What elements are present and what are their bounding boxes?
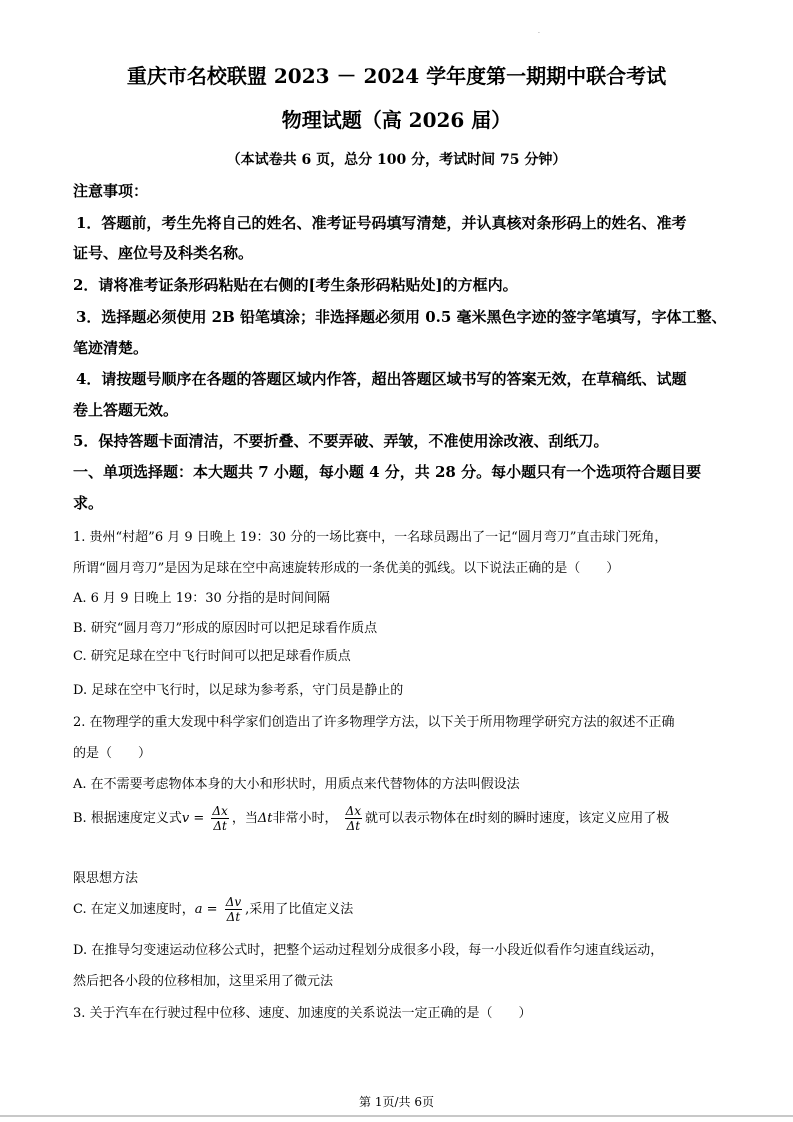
page-bottom-rule [0,1115,793,1117]
velocity-ratio-fraction: $\frac{\Delta x}{\Delta t}$ [345,804,362,833]
section-heading-line-2: 求。 [73,494,104,512]
notice-item-5: 5．保持答题卡面清洁，不要折叠、不要弄破、弄皱，不准使用涂改液、刮纸刀。 [73,432,609,450]
q2-option-c: C. 在定义加速度时，a = $\frac{\Delta v}{\Delta t}$ ,采用了比值定义法 [73,895,354,924]
exam-title: 重庆市名校联盟 2023 － 2024 学年度第一期期中联合考试 [126,64,667,88]
q2-stem-line-1: 2. 在物理学的重大发现中科学家们创造出了许多物理学方法，以下关于所用物理学研究方法的叙述不正确 [73,715,675,730]
scan-dot: . [538,28,540,35]
notice-item-2: 2．请将准考证条形码粘贴在右侧的[考生条形码粘贴处]的方框内。 [73,276,518,294]
notice-item-4-line-2: 卷上答题无效。 [73,401,179,419]
q1-option-b: B. 研究“圆月弯刀”形成的原因时可以把足球看作质点 [73,621,378,636]
paper-subtitle: 物理试题（高 2026 届） [281,108,512,132]
notice-item-3-line-2: 笔迹清楚。 [73,339,149,357]
q2-option-d-line-2: 然后把各小段的位移相加，这里采用了微元法 [73,974,334,989]
notice-item-1-line-1: 1．答题前，考生先将自己的姓名、准考证号码填写清楚，并认真核对条形码上的姓名、准考 [76,214,687,232]
q1-stem-line-1: 1. 贵州“村超”6 月 9 日晚上 19：30 分的一场比赛中，一名球员踢出了一记“圆月弯刀”直击球门死角， [73,530,668,545]
q1-option-d: D. 足球在空中飞行时，以足球为参考系，守门员是静止的 [73,683,404,698]
page-footer: 第 1页/共 6页 [359,1095,434,1109]
velocity-definition-fraction: $\frac{\Delta x}{\Delta t}$ [212,804,228,833]
notice-item-3-line-1: 3．选择题必须使用 2B 铅笔填涂；非选择题必须用 0.5 毫米黑色字迹的签字笔填写，字体工整、 [76,308,727,326]
q1-option-a: A. 6 月 9 日晚上 19：30 分指的是时间间隔 [73,591,330,606]
notice-heading: 注意事项： [73,182,149,200]
q3-stem: 3. 关于汽车在行驶过程中位移、速度、加速度的关系说法一定正确的是（ ） [73,1006,532,1021]
q2-stem-line-2: 的是（ ） [73,746,152,761]
exam-info: （本试卷共 6 页，总分 100 分，考试时间 75 分钟） [226,152,567,168]
q2-option-b-line-2: 限思想方法 [73,871,139,886]
q2-option-d-line-1: D. 在推导匀变速运动位移公式时，把整个运动过程划分成很多小段，每一小段近似看作匀速直线运动， [73,943,664,958]
q1-stem-line-2: 所谓“圆月弯刀”是因为足球在空中高速旋转形成的一条优美的弧线。以下说法正确的是（ ） [73,561,620,576]
acceleration-definition-fraction: $\frac{\Delta v}{\Delta t}$ [225,895,242,924]
notice-item-4-line-1: 4．请按题号顺序在各题的答题区域内作答，超出答题区域书写的答案无效，在草稿纸、试题 [76,370,687,388]
q2-option-a: A. 在不需要考虑物体本身的大小和形状时，用质点来代替物体的方法叫假设法 [73,777,520,792]
q1-option-c: C. 研究足球在空中飞行时间可以把足球看作质点 [73,649,351,664]
q2-option-b-line-1: B. 根据速度定义式v = $\frac{\Delta x}{\Delta t}$ ，当Δt非常小时， $\frac{\Delta x}{\Delta t}$ 就可以表示物体在t时刻的瞬时速度，该定义应用了极 [73,804,670,833]
notice-item-1-line-2: 证号、座位号及科类名称。 [73,244,254,262]
section-heading-line-1: 一、单项选择题：本大题共 7 小题，每小题 4 分，共 28 分。每小题只有一个选项符合题目要 [73,463,702,481]
